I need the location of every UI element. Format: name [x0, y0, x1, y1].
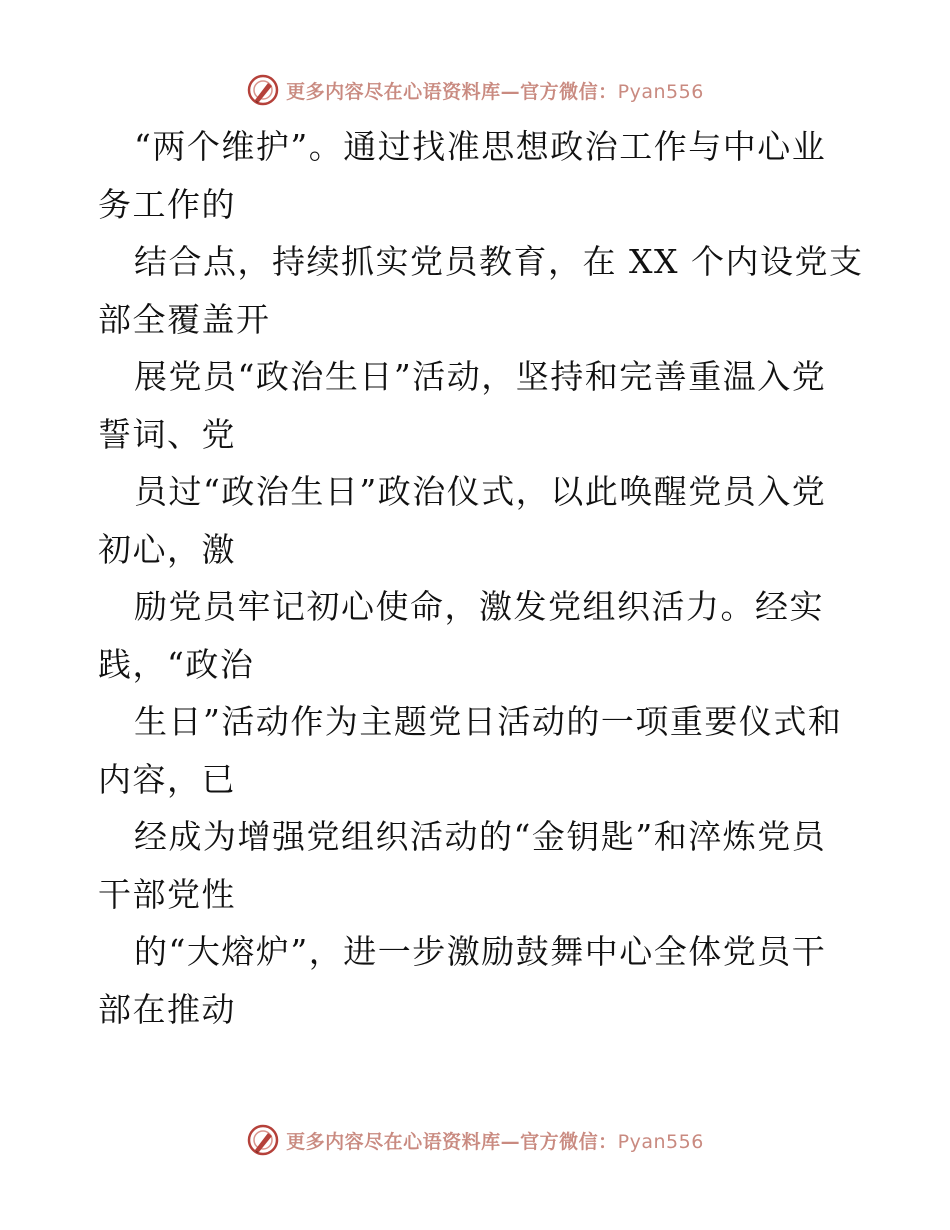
body-line: 务工作的 — [98, 184, 236, 224]
body-line: 员过“政治生日”政治仪式，以此唤醒党员入党 — [134, 472, 827, 511]
body-line: 的“大熔炉”，进一步激励鼓舞中心全体党员干 — [134, 932, 827, 971]
watermark-text: 更多内容尽在心语资料库—官方微信：Pyan556 — [286, 1130, 704, 1153]
header-watermark — [0, 70, 950, 110]
body-line: 誓词、党 — [98, 414, 236, 454]
watermark-text: 更多内容尽在心语资料库—官方微信：Pyan556 — [286, 80, 704, 103]
body-line: 初心，激 — [98, 529, 236, 569]
pen-logo-icon — [246, 73, 280, 107]
document-body — [98, 118, 864, 1038]
body-line: 结合点，持续抓实党员教育，在 XX 个内设党支 — [134, 242, 864, 281]
body-line: 部全覆盖开 — [98, 299, 271, 339]
body-line: 励党员牢记初心使命，激发党组织活力。经实 — [134, 587, 824, 626]
body-line: 内容，已 — [98, 759, 236, 799]
body-line: 部在推动 — [98, 989, 236, 1029]
body-line: 展党员“政治生日”活动，坚持和完善重温入党 — [134, 357, 827, 396]
body-line: 践，“政治 — [98, 644, 255, 684]
footer-watermark — [0, 1120, 950, 1160]
body-line: 干部党性 — [98, 874, 236, 914]
body-line: 生日”活动作为主题党日活动的一项重要仪式和 — [134, 702, 843, 741]
body-line: 经成为增强党组织活动的“金钥匙”和淬炼党员 — [134, 817, 827, 856]
pen-logo-icon — [246, 1123, 280, 1157]
body-line: “两个维护”。通过找准思想政治工作与中心业 — [134, 127, 827, 166]
